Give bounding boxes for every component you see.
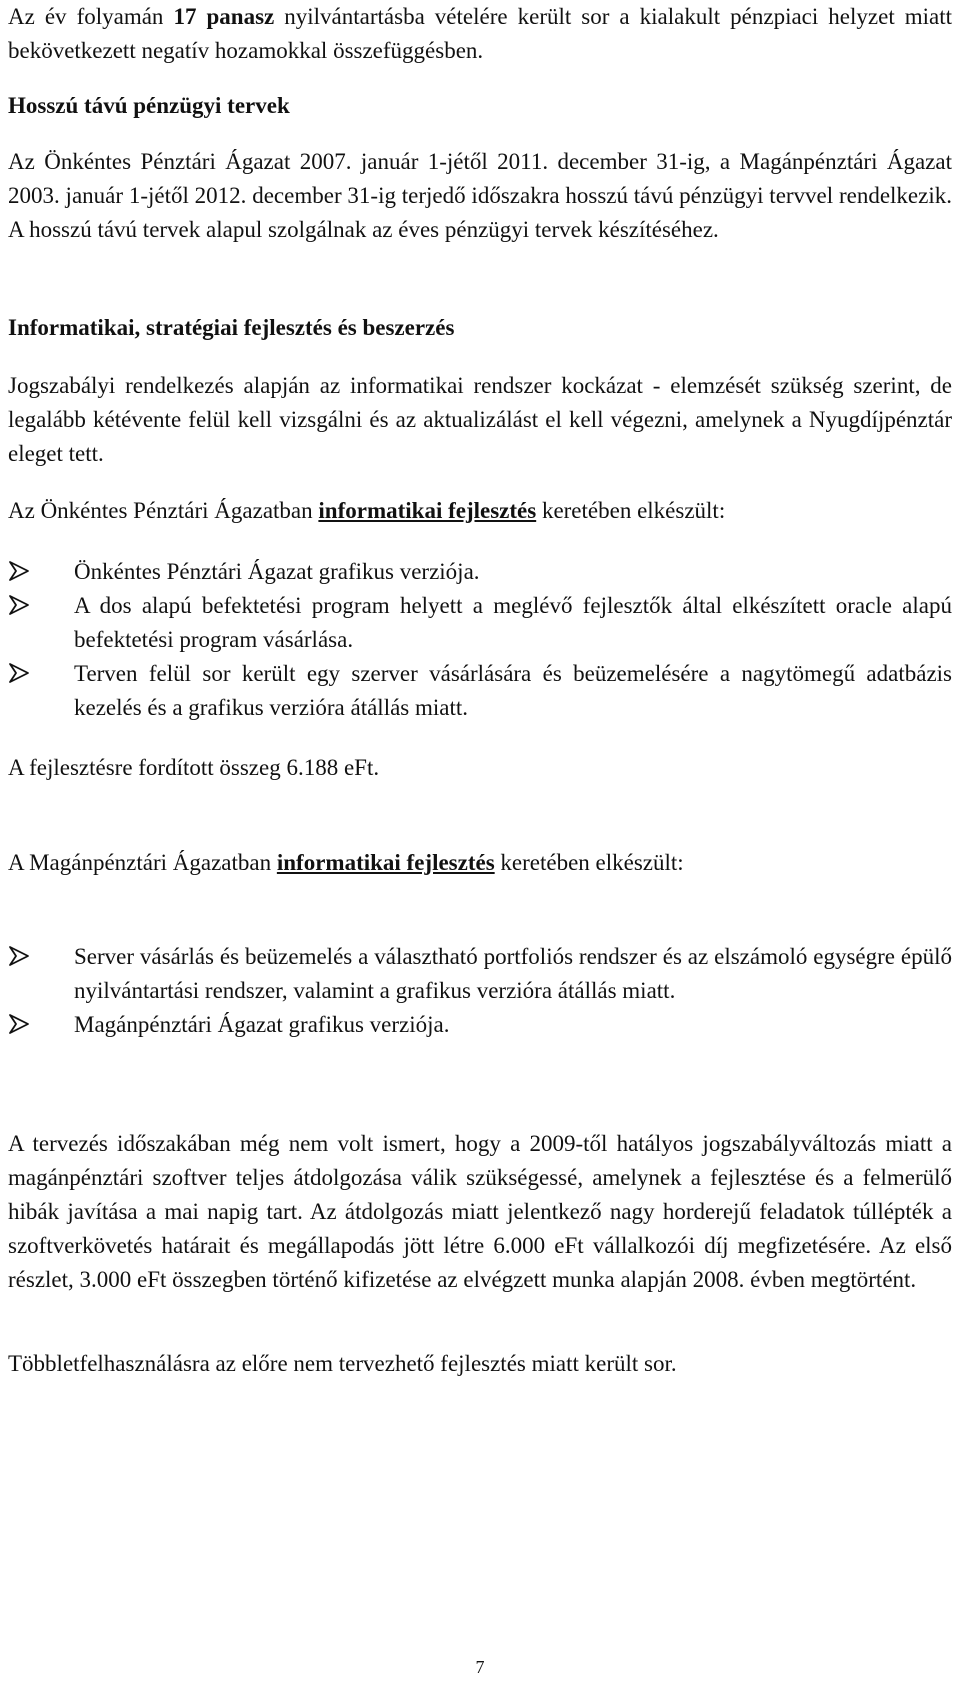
private-intro [8,846,952,880]
private-intro-emphasis: informatikai fejlesztés [276,850,495,875]
list-item [8,657,952,725]
final-paragraph: A tervezés időszakában még nem volt ismert, hogy a 2009-től hatályos jogszabályváltozás miatt a magánpénztári szoftver teljes átdolgozása válik szükségessé, amelynek a fejlesztése és a felmerülő hibák javítása a mai napig tart. Az átdolgozás miatt jelentkező nagy horderejű feladatok túllépték a szoftverkövetés határait és megállapodás jött létre 6.000 eFt vállalkozói díj megfizetésére. Az első részlet, 3.000 eFt összegben történő kifizetése az elvégzett munka alapján 2008. évben megtörtént. [8,1131,952,1292]
arrowhead-bullet-icon [8,662,30,684]
voluntary-development-list [8,555,952,725]
complaints-text-start: Az év folyamán [8,4,174,29]
voluntary-intro-start: Az Önkéntes Pénztári Ágazatban [8,498,319,523]
arrowhead-bullet-icon [8,1013,30,1035]
page-number: 7 [475,1657,485,1677]
voluntary-intro-emphasis: informatikai fejlesztés [318,498,537,523]
heading-it-development: Informatikai, stratégiai fejlesztés és beszerzés [8,315,455,340]
private-intro-start: A Magánpénztári Ágazatban [8,850,277,875]
list-item-text: Önkéntes Pénztári Ágazat grafikus verziója. [74,559,480,584]
arrowhead-bullet-icon [8,945,30,967]
private-development-list [8,940,952,1042]
list-item-text: Server vásárlás és beüzemelés a választható portfoliós rendszer és az elszámoló egységre épülő nyilvántartási rendszer, valamint a grafikus verzióra átállás miatt. [74,944,952,1003]
arrowhead-bullet-icon [8,594,30,616]
list-item [8,555,952,589]
list-item [8,589,952,657]
legal-requirement-paragraph: Jogszabályi rendelkezés alapján az informatikai rendszer kockázat - elemzését szükség szerint, de legalább kétévente felül kell vizsgálni és az aktualizálást el kell végezni, amelynek a Nyugdíjpénztár eleget tett. [8,373,952,466]
extra-usage-paragraph: Többletfelhasználásra az előre nem tervezhető fejlesztés miatt került sor. [8,1351,677,1376]
complaints-count: 17 panasz [173,4,275,29]
long-term-plans-paragraph: Az Önkéntes Pénztári Ágazat 2007. január 1-jétől 2011. december 31-ig, a Magánpénztári Ágazat 2003. január 1-jétől 2012. december 31-ig terjedő időszakra hosszú távú pénzügyi tervvel rendelkezik. A hosszú távú tervek alapul szolgálnak az éves pénzügyi tervek készítéséhez. [8,149,952,242]
list-item-text: Magánpénztári Ágazat grafikus verziója. [74,1012,450,1037]
list-item [8,940,952,1008]
arrowhead-bullet-icon [8,560,30,582]
voluntary-intro [8,494,952,528]
list-item-text: Terven felül sor került egy szerver vásárlására és beüzemelésére a nagytömegű adatbázis kezelés és a grafikus verzióra átállás miatt. [74,661,952,720]
list-item [8,1008,952,1042]
heading-long-term-plans: Hosszú távú pénzügyi tervek [8,93,290,118]
voluntary-cost: A fejlesztésre fordított összeg 6.188 eFt. [8,755,380,780]
complaints-text-end: nyilvántartásba vételére került sor a kialakult pénzpiaci helyzet miatt bekövetkezett negatív hozamokkal összefüggésben. [8,4,952,63]
voluntary-intro-end: keretében elkészült: [536,498,726,523]
list-item-text: A dos alapú befektetési program helyett a meglévő fejlesztők által elkészített oracle alapú befektetési program vásárlása. [74,593,952,652]
complaints-paragraph [8,0,952,68]
private-intro-end: keretében elkészült: [494,850,684,875]
